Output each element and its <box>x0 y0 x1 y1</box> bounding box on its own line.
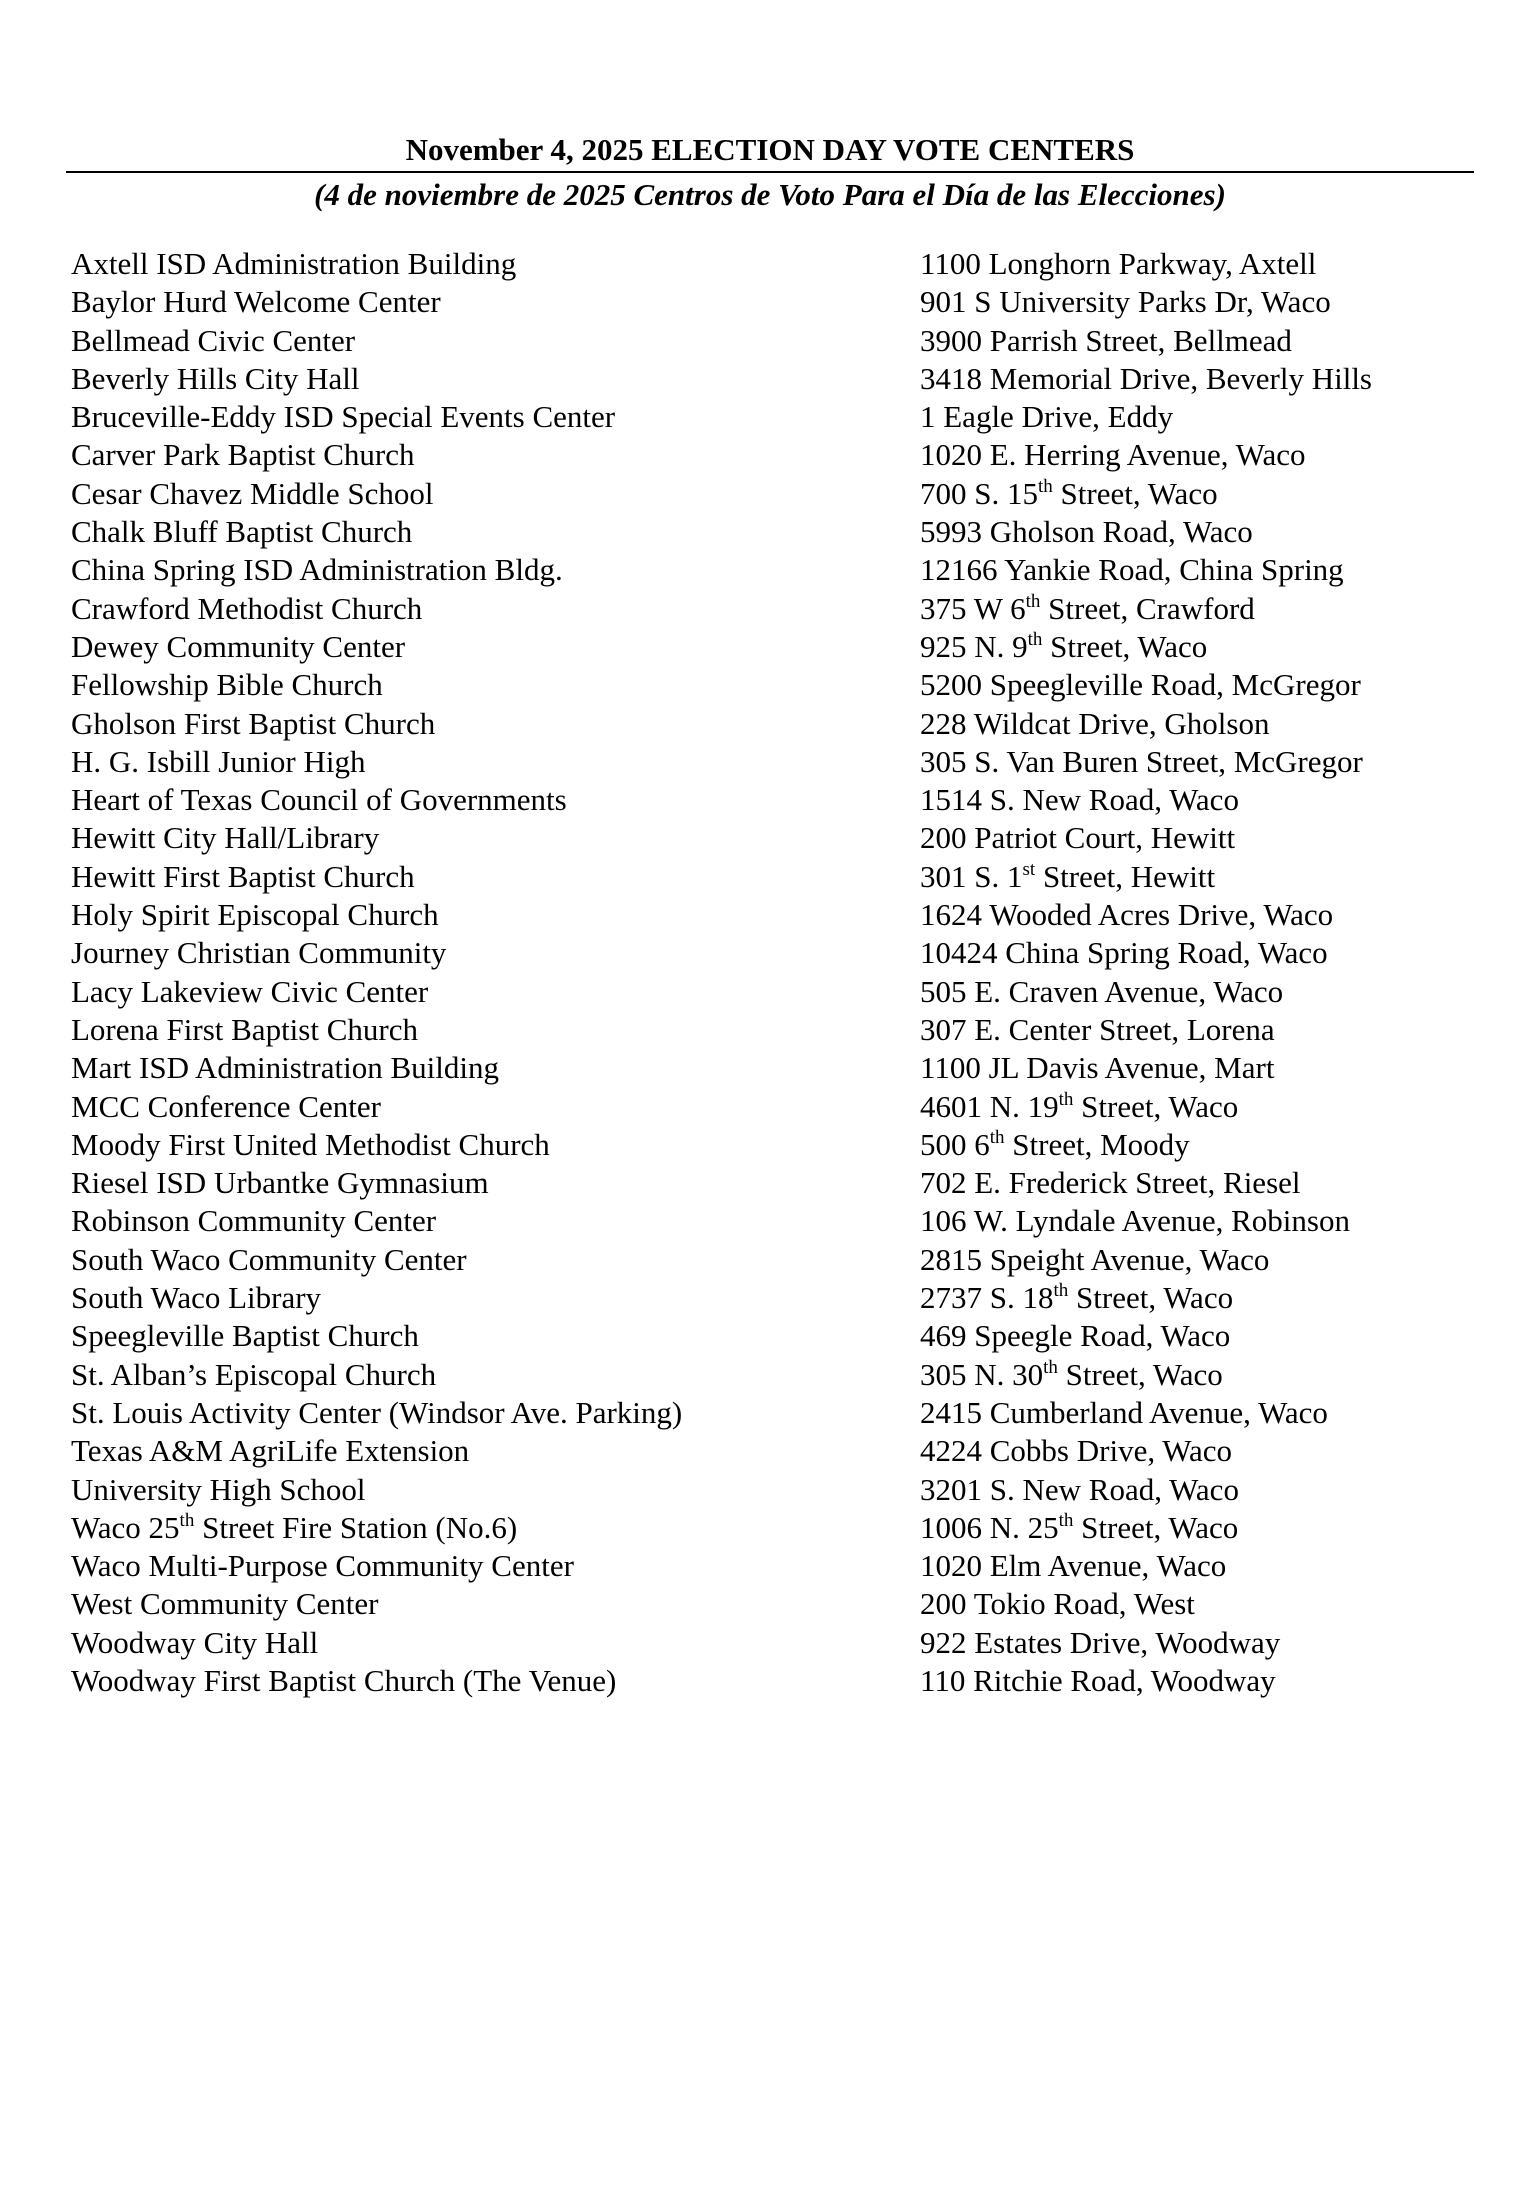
vote-center-name: Carver Park Baptist Church <box>71 437 415 473</box>
vote-center-address: 469 Speegle Road, Waco <box>920 1318 1231 1354</box>
vote-center-address: 2737 S. 18th Street, Waco <box>920 1280 1234 1316</box>
vote-center-address: 2415 Cumberland Avenue, Waco <box>920 1394 1328 1430</box>
vote-center-name: Holy Spirit Episcopal Church <box>71 897 439 933</box>
vote-center-name: West Community Center <box>71 1586 379 1622</box>
vote-center-row <box>0 436 1540 474</box>
vote-center-address: 305 S. Van Buren Street, McGregor <box>920 743 1363 779</box>
vote-center-row <box>0 1241 1540 1279</box>
vote-center-address: 1006 N. 25th Street, Waco <box>920 1509 1239 1545</box>
vote-center-address: 301 S. 1st Street, Hewitt <box>920 858 1216 894</box>
vote-center-name: Gholson First Baptist Church <box>71 705 436 741</box>
vote-center-name: MCC Conference Center <box>71 1088 381 1124</box>
title-divider <box>66 171 1474 173</box>
vote-center-row <box>0 1317 1540 1355</box>
vote-center-row <box>0 705 1540 743</box>
vote-center-name: Speegleville Baptist Church <box>71 1318 419 1354</box>
vote-center-name: St. Alban’s Episcopal Church <box>71 1356 437 1392</box>
vote-center-address: 1100 Longhorn Parkway, Axtell <box>920 246 1317 281</box>
vote-center-row <box>0 1394 1540 1432</box>
vote-center-row <box>0 1088 1540 1126</box>
vote-center-address: 702 E. Frederick Street, Riesel <box>920 1165 1301 1201</box>
vote-center-name: South Waco Community Center <box>71 1241 467 1277</box>
vote-center-address: 1020 Elm Avenue, Waco <box>920 1548 1227 1584</box>
vote-center-row <box>0 1164 1540 1202</box>
ordinal-suffix: th <box>1038 475 1053 497</box>
vote-center-row <box>0 666 1540 704</box>
vote-center-name: Waco 25th Street Fire Station (No.6) <box>71 1509 518 1545</box>
ordinal-suffix: th <box>989 1126 1005 1148</box>
ordinal-suffix: th <box>1027 628 1043 650</box>
vote-center-row <box>0 1509 1540 1547</box>
vote-center-row <box>0 1011 1540 1049</box>
vote-center-name: H. G. Isbill Junior High <box>71 743 366 779</box>
vote-center-row <box>0 590 1540 628</box>
vote-center-row <box>0 934 1540 972</box>
ordinal-suffix: th <box>1058 1509 1074 1531</box>
vote-center-row <box>0 819 1540 857</box>
vote-center-row <box>0 1624 1540 1662</box>
vote-center-name: Woodway First Baptist Church (The Venue) <box>71 1662 617 1698</box>
vote-center-name: Bruceville-Eddy ISD Special Events Center <box>71 399 616 435</box>
vote-center-name: South Waco Library <box>71 1280 322 1316</box>
vote-center-name: China Spring ISD Administration Bldg. <box>71 552 563 588</box>
vote-center-address: 3201 S. New Road, Waco <box>920 1471 1239 1507</box>
ordinal-suffix: th <box>179 1509 195 1531</box>
vote-center-name: University High School <box>71 1471 366 1507</box>
vote-center-address: 901 S University Parks Dr, Waco <box>920 284 1331 320</box>
vote-center-address: 1100 JL Davis Avenue, Mart <box>920 1050 1275 1086</box>
vote-center-list <box>0 245 1540 1700</box>
vote-center-row <box>0 322 1540 360</box>
vote-center-address: 110 Ritchie Road, Woodway <box>920 1662 1276 1698</box>
ordinal-suffix: st <box>1022 858 1036 880</box>
vote-center-address: 5200 Speegleville Road, McGregor <box>920 667 1361 703</box>
vote-center-address: 305 N. 30th Street, Waco <box>920 1356 1223 1392</box>
vote-center-row <box>0 1662 1540 1700</box>
vote-center-row <box>0 475 1540 513</box>
vote-center-address: 1624 Wooded Acres Drive, Waco <box>920 897 1334 933</box>
vote-center-row <box>0 1356 1540 1394</box>
ordinal-suffix: th <box>1025 590 1041 612</box>
vote-center-address: 1020 E. Herring Avenue, Waco <box>920 437 1306 473</box>
vote-center-row <box>0 398 1540 436</box>
vote-center-address: 922 Estates Drive, Woodway <box>920 1624 1281 1660</box>
vote-center-name: Heart of Texas Council of Governments <box>71 782 567 818</box>
vote-center-row <box>0 1202 1540 1240</box>
vote-center-name: Crawford Methodist Church <box>71 590 423 626</box>
vote-center-name: Dewey Community Center <box>71 628 406 664</box>
vote-center-address: 1514 S. New Road, Waco <box>920 782 1239 818</box>
vote-center-name: Journey Christian Community <box>71 935 447 971</box>
vote-center-row <box>0 283 1540 321</box>
vote-center-name: Baylor Hurd Welcome Center <box>71 284 441 320</box>
vote-center-name: Mart ISD Administration Building <box>71 1050 499 1086</box>
ordinal-suffix: th <box>1043 1356 1058 1378</box>
vote-center-address: 2815 Speight Avenue, Waco <box>920 1241 1270 1277</box>
vote-center-name: Woodway City Hall <box>71 1624 319 1660</box>
vote-center-row <box>0 1049 1540 1087</box>
vote-center-row <box>0 1279 1540 1317</box>
vote-center-address: 1 Eagle Drive, Eddy <box>920 399 1174 435</box>
vote-center-row <box>0 628 1540 666</box>
vote-center-name: Waco Multi-Purpose Community Center <box>71 1548 574 1584</box>
vote-center-name: Hewitt First Baptist Church <box>71 858 415 894</box>
vote-center-address: 200 Patriot Court, Hewitt <box>920 820 1236 856</box>
vote-center-address: 700 S. 15th Street, Waco <box>920 475 1218 511</box>
vote-center-row <box>0 973 1540 1011</box>
vote-center-address: 307 E. Center Street, Lorena <box>920 1011 1275 1047</box>
vote-center-name: St. Louis Activity Center (Windsor Ave. Parking) <box>71 1394 683 1430</box>
vote-center-row <box>0 743 1540 781</box>
document-subtitle: (4 de noviembre de 2025 Centros de Voto Para el Día de las Elecciones) <box>314 177 1226 212</box>
vote-center-name: Lacy Lakeview Civic Center <box>71 973 429 1009</box>
vote-center-name: Hewitt City Hall/Library <box>71 820 380 856</box>
vote-center-row <box>0 1585 1540 1623</box>
vote-center-row <box>0 551 1540 589</box>
ordinal-suffix: th <box>1053 1280 1069 1302</box>
vote-center-address: 500 6th Street, Moody <box>920 1126 1190 1162</box>
vote-center-row <box>0 1547 1540 1585</box>
vote-center-address: 505 E. Craven Avenue, Waco <box>920 973 1284 1009</box>
vote-center-name: Beverly Hills City Hall <box>71 360 360 396</box>
vote-center-name: Lorena First Baptist Church <box>71 1011 418 1047</box>
vote-center-name: Bellmead Civic Center <box>71 322 356 358</box>
vote-center-row <box>0 858 1540 896</box>
vote-center-address: 200 Tokio Road, West <box>920 1586 1195 1622</box>
vote-center-row <box>0 245 1540 283</box>
vote-center-address: 10424 China Spring Road, Waco <box>920 935 1328 971</box>
vote-center-name: Riesel ISD Urbantke Gymnasium <box>71 1165 489 1201</box>
document-title: November 4, 2025 ELECTION DAY VOTE CENTERS <box>405 132 1135 167</box>
vote-center-row <box>0 781 1540 819</box>
vote-center-address: 375 W 6th Street, Crawford <box>920 590 1255 626</box>
vote-center-address: 5993 Gholson Road, Waco <box>920 514 1253 550</box>
vote-center-name: Robinson Community Center <box>71 1203 437 1239</box>
vote-center-address: 925 N. 9th Street, Waco <box>920 628 1208 664</box>
vote-center-address: 106 W. Lyndale Avenue, Robinson <box>920 1203 1350 1239</box>
vote-center-address: 12166 Yankie Road, China Spring <box>920 552 1344 588</box>
vote-center-address: 4601 N. 19th Street, Waco <box>920 1088 1239 1124</box>
vote-center-address: 3418 Memorial Drive, Beverly Hills <box>920 360 1372 396</box>
ordinal-suffix: th <box>1058 1088 1074 1110</box>
vote-center-name: Texas A&M AgriLife Extension <box>71 1433 470 1469</box>
vote-center-row <box>0 360 1540 398</box>
vote-center-row <box>0 1432 1540 1470</box>
vote-center-address: 228 Wildcat Drive, Gholson <box>920 705 1270 741</box>
vote-center-address: 4224 Cobbs Drive, Waco <box>920 1433 1233 1469</box>
vote-center-address: 3900 Parrish Street, Bellmead <box>920 322 1292 358</box>
vote-center-name: Chalk Bluff Baptist Church <box>71 514 413 550</box>
vote-center-row <box>0 1126 1540 1164</box>
vote-center-row <box>0 1471 1540 1509</box>
vote-center-name: Fellowship Bible Church <box>71 667 383 703</box>
vote-center-row <box>0 896 1540 934</box>
vote-center-name: Axtell ISD Administration Building <box>71 246 517 281</box>
vote-center-row <box>0 513 1540 551</box>
vote-center-name: Moody First United Methodist Church <box>71 1126 550 1162</box>
vote-center-name: Cesar Chavez Middle School <box>71 475 434 511</box>
